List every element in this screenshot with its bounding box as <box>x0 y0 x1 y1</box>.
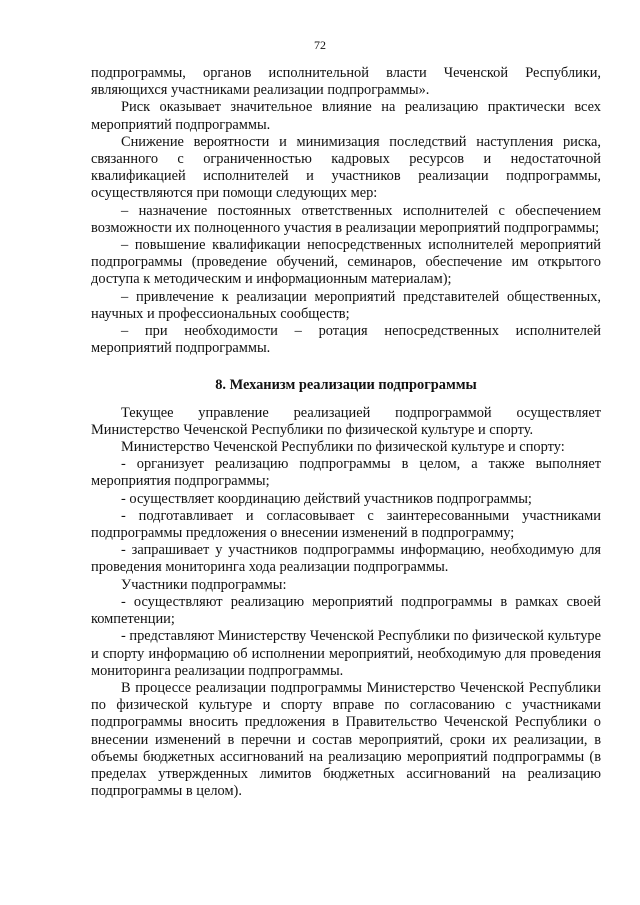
section-heading: 8. Механизм реализации подпрограммы <box>215 377 477 394</box>
list-item: – при необходимости – ротация непосредственных исполнителей мероприятий подпрограммы. <box>91 323 601 357</box>
paragraph: Снижение вероятности и минимизация последствий наступления риска, связанного с ограниченностью кадровых ресурсов и недостаточной квалификацией исполнителей и участников реализации подпрограммы, осуществляются при помощи следующих мер: <box>91 133 601 202</box>
document-body <box>91 65 601 800</box>
paragraph: подпрограммы, органов исполнительной власти Чеченской Республики, являющихся участниками реализации подпрограммы». <box>91 65 601 99</box>
list-item: - подготавливает и согласовывает с заинтересованными участниками подпрограммы предложения о внесении изменений в подпрограмму; <box>91 507 601 542</box>
page-number: 72 <box>314 38 326 52</box>
list-item: – повышение квалификации непосредственных исполнителей мероприятий подпрограммы (проведение обучений, семинаров, обеспечение им открытого доступа к методическим и информационным материалам); <box>91 237 601 288</box>
list-item: - осуществляет координацию действий участников подпрограммы; <box>121 490 532 507</box>
list-item: – привлечение к реализации мероприятий представителей общественных, научных и профессиональных сообществ; <box>91 288 601 322</box>
paragraph: В процессе реализации подпрограммы Министерство Чеченской Республики по физической культуре и спорту вправе по согласованию с участниками подпрограммы вносить предложения в Правительство Чеченской Республики о внесении изменений в перечни и состав мероприятий, сроки их реализации, в объемы бюджетных ассигнований на реализацию мероприятий подпрограммы (в пределах утвержденных лимитов бюджетных ассигнований на реализацию подпрограммы в целом). <box>91 679 601 800</box>
list-item: - организует реализацию подпрограммы в целом, а также выполняет мероприятия подпрограммы; <box>91 456 601 490</box>
paragraph: Риск оказывает значительное влияние на реализацию практически всех мероприятий подпрограммы. <box>91 99 601 133</box>
list-item: - представляют Министерству Чеченской Республики по физической культуре и спорту информацию об исполнении мероприятий, необходимую для проведения мониторинга реализации подпрограммы. <box>91 628 601 679</box>
list-item: - осуществляют реализацию мероприятий подпрограммы в рамках своей компетенции; <box>91 593 601 628</box>
paragraph: Министерство Чеченской Республики по физической культуре и спорту: <box>121 439 565 456</box>
paragraph: Участники подпрограммы: <box>121 576 287 593</box>
list-item: – назначение постоянных ответственных исполнителей с обеспечением возможности их полноценного участия в реализации мероприятий подпрограммы; <box>91 202 601 236</box>
paragraph: Текущее управление реализацией подпрограммой осуществляет Министерство Чеченской Республики по физической культуре и спорту. <box>91 404 601 438</box>
list-item: - запрашивает у участников подпрограммы информацию, необходимую для проведения мониторинга хода реализации подпрограммы. <box>91 542 601 576</box>
